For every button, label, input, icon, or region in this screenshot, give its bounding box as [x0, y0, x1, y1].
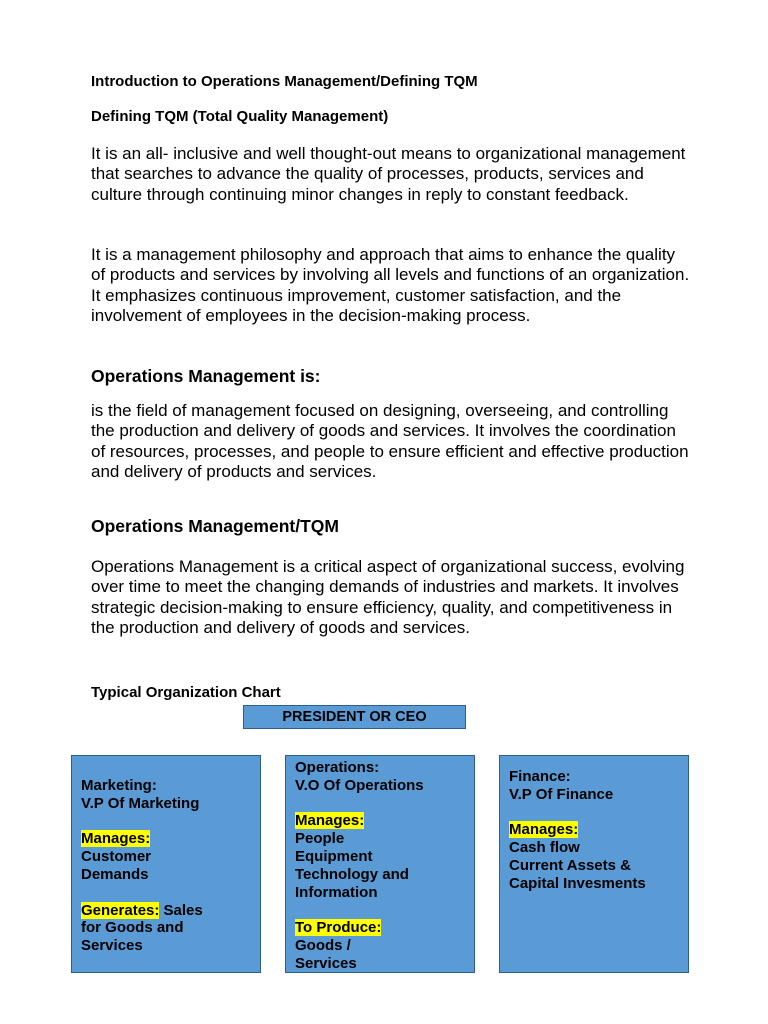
marketing-manages-item: Demands	[81, 865, 149, 883]
operations-box	[285, 755, 475, 973]
marketing-title: Marketing:	[81, 777, 157, 794]
marketing-generates-item: Services	[81, 937, 143, 955]
om-tqm-heading: Operations Management/TQM	[91, 516, 339, 536]
finance-role: V.P Of Finance	[509, 785, 614, 803]
operations-manages-item: People	[295, 830, 345, 848]
marketing-role: V.P Of Marketing	[81, 794, 200, 812]
finance-manages-item: Current Assets &	[509, 856, 631, 874]
operations-manages-item: Information	[295, 883, 378, 901]
document-subtitle: Defining TQM (Total Quality Management)	[91, 108, 389, 125]
marketing-manages-label: Manages:	[81, 830, 151, 848]
operations-produce-item: Services	[295, 954, 357, 972]
operations-manages-item: Equipment	[295, 847, 373, 865]
finance-manages-label: Manages:	[509, 821, 579, 839]
ceo-box: PRESIDENT OR CEO	[243, 705, 466, 729]
om-definition-paragraph: is the field of management focused on designing, overseeing, and controlling the production and delivery of goods and services. It involves the coordination of resources, processes, and people to ensure efficient and effective production and delivery of products and services.	[91, 401, 689, 481]
finance-box	[499, 755, 689, 973]
operations-title: Operations:	[295, 759, 380, 776]
operations-manages-label: Manages:	[295, 812, 365, 830]
operations-produce-item: Goods /	[295, 936, 351, 954]
operations-role: V.O Of Operations	[295, 776, 424, 794]
marketing-generates-item: for Goods and	[81, 919, 184, 937]
marketing-manages-item: Customer	[81, 848, 152, 866]
finance-manages-item: Capital Invesments	[509, 874, 646, 892]
org-chart-heading: Typical Organization Chart	[91, 684, 281, 701]
operations-produce-label: To Produce:	[295, 919, 382, 937]
om-tqm-paragraph: Operations Management is a critical aspect of organizational success, evolving over time to meet the changing demands of industries and markets. It involves strategic decision-making to ensure efficiency, quality, and competitiveness in the production and delivery of goods and services.	[91, 557, 685, 637]
finance-title: Finance:	[509, 768, 571, 785]
operations-manages-item: Technology and	[295, 865, 409, 883]
tqm-paragraph-1: It is an all- inclusive and well thought-out means to organizational management that searches to advance the quality of processes, products, services and culture through continuing minor changes in reply to constant feedback.	[91, 144, 686, 204]
tqm-paragraph-2: It is a management philosophy and approach that aims to enhance the quality of products and services by involving all levels and functions of an organization. It emphasizes continuous improvement, customer satisfaction, and the involvement of employees in the decision-making process.	[91, 245, 690, 325]
marketing-generates-item: Sales	[159, 901, 203, 919]
marketing-box	[71, 755, 261, 973]
marketing-generates-label: Generates:	[81, 901, 160, 919]
document-title: Introduction to Operations Management/Defining TQM	[91, 73, 478, 90]
om-definition-heading: Operations Management is:	[91, 366, 321, 386]
finance-manages-item: Cash flow	[509, 839, 580, 857]
